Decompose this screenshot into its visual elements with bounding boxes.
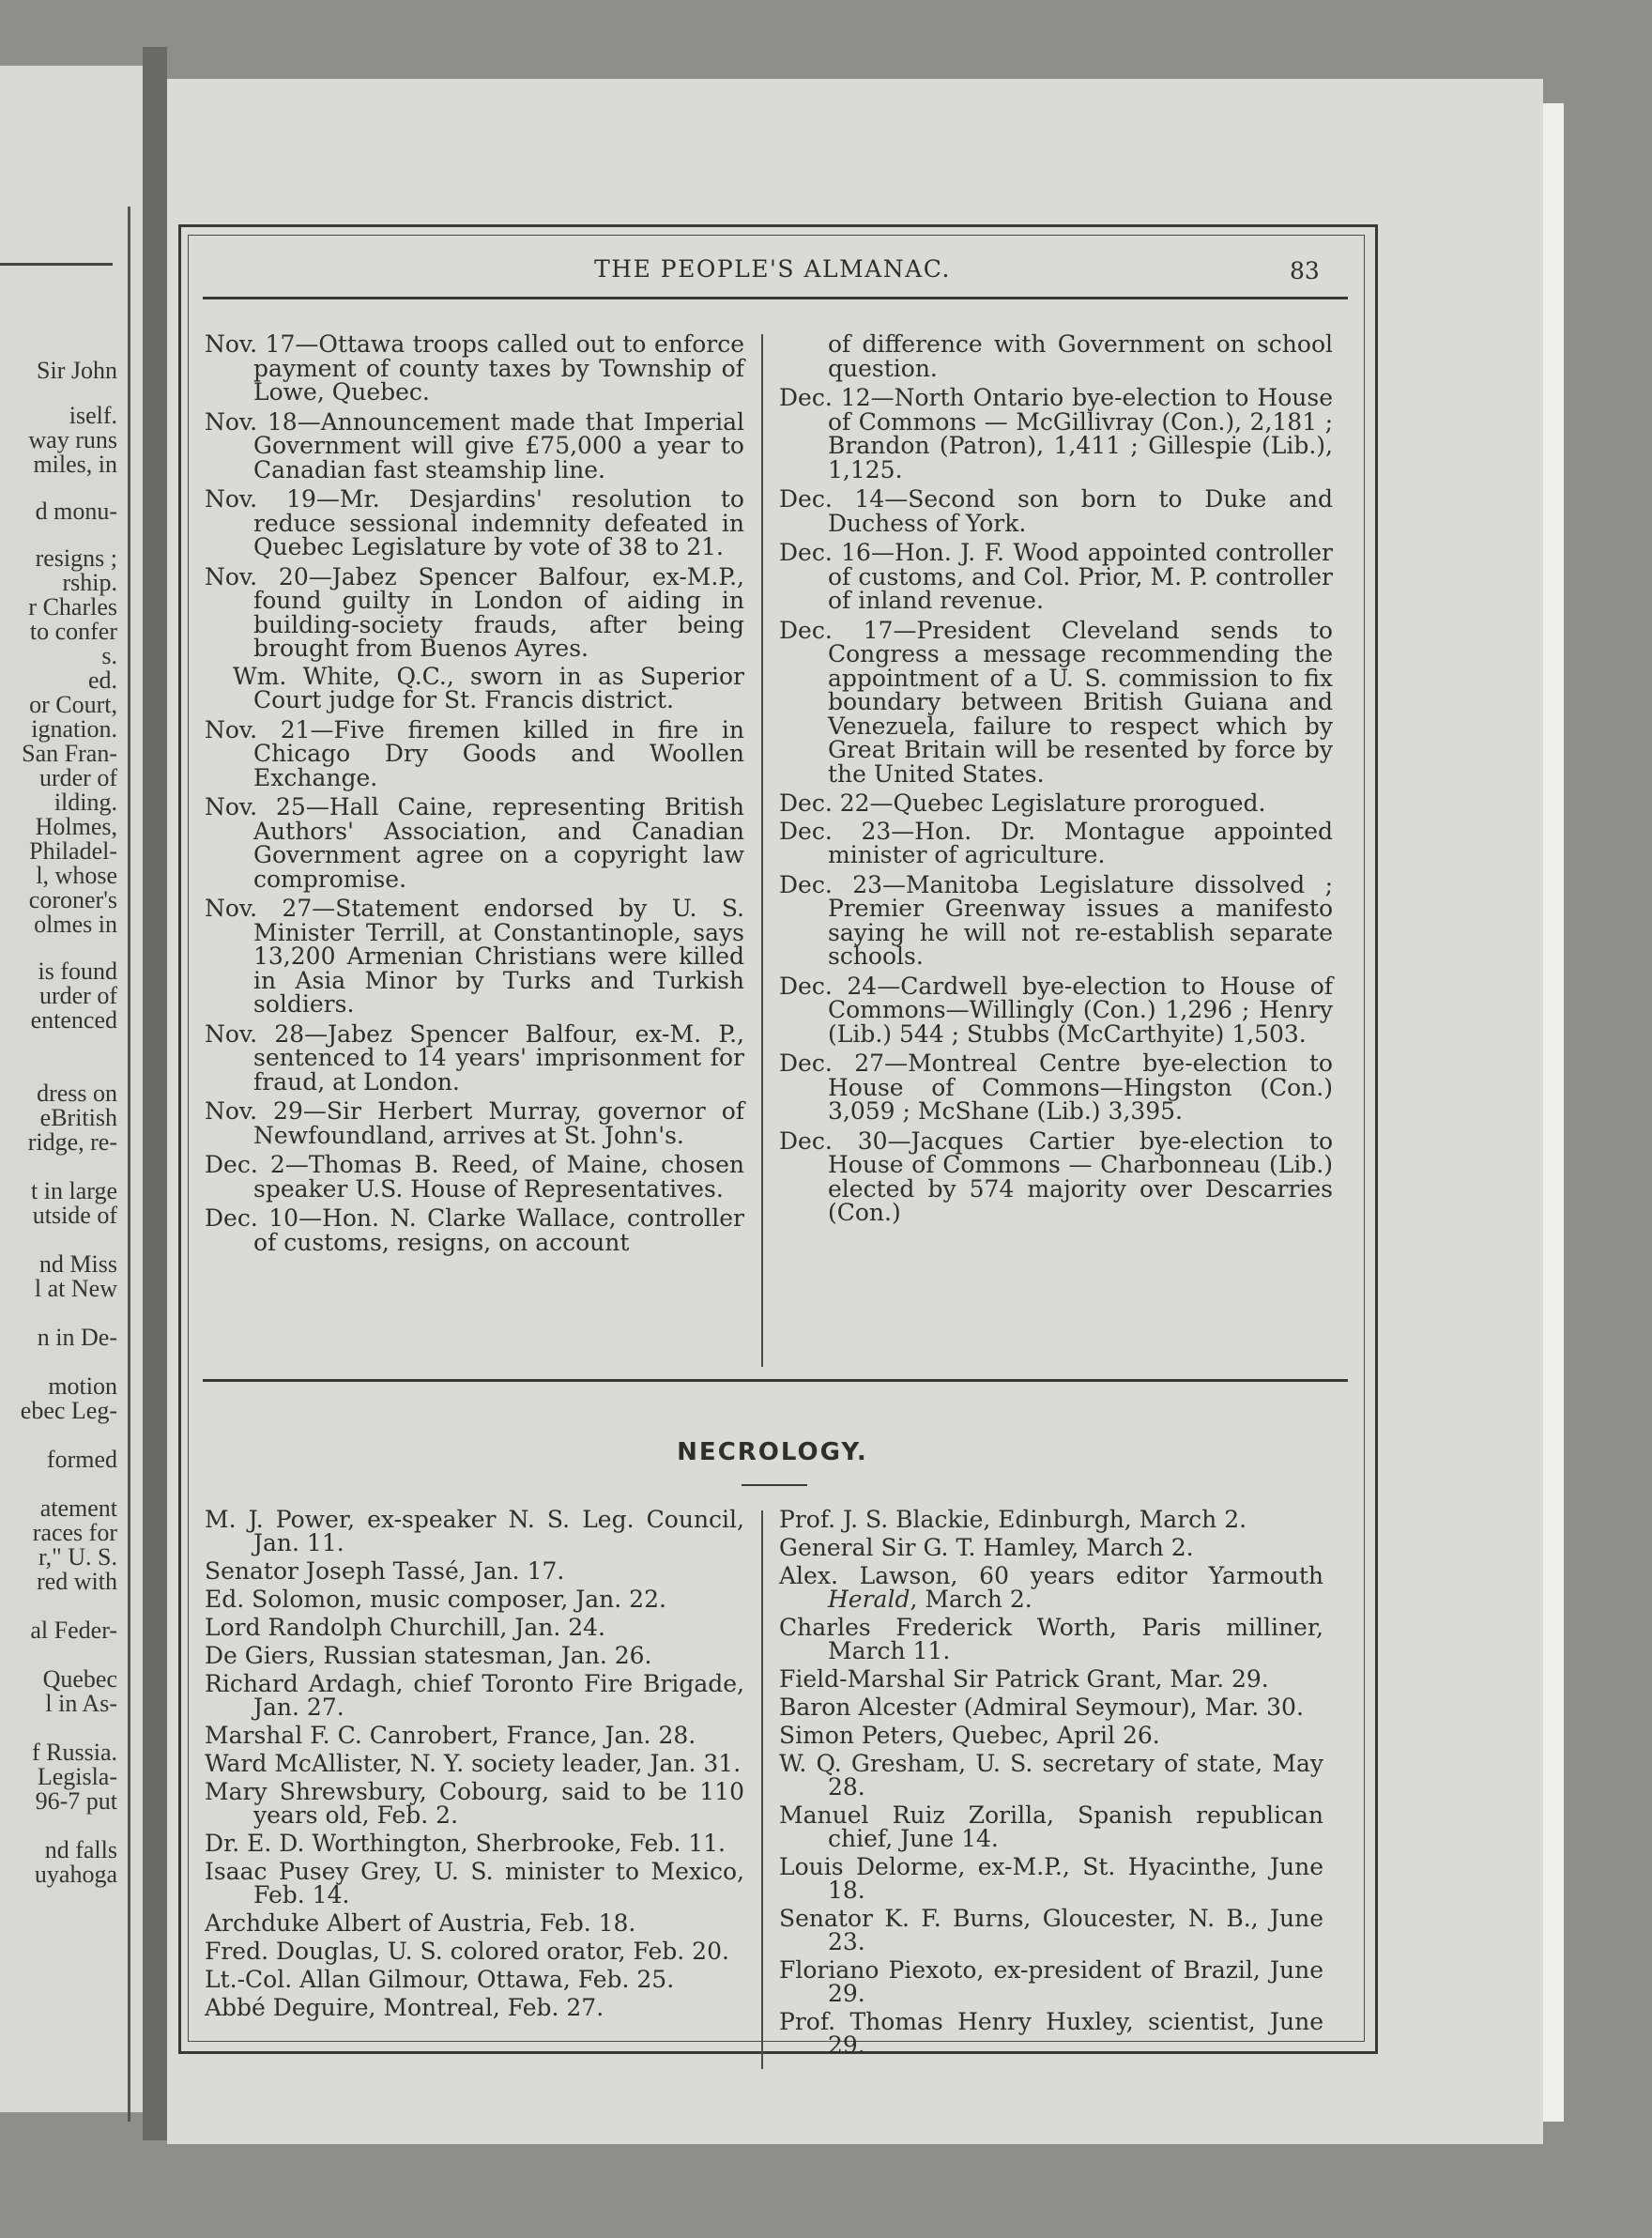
page-edge [1543,103,1564,2122]
fragment-line: l, whose [36,862,117,889]
necrology-entry: Ward McAllister, N. Y. society leader, Jan. 31. [205,1750,742,1777]
event-entry: Dec. 14—Second son born to Duke and Duchess of York. [779,485,1333,537]
event-entry: Dec. 23—Manitoba Legislature dissolved ; Premier Greenway issues a manifesto saying he will not re-establish separate schools. [779,870,1333,970]
fragment-line: ignation. [31,715,117,743]
event-entry: of difference with Government on school question. [828,330,1333,382]
previous-page-border [128,207,130,2122]
necrology-entry: Charles Frederick Worth, Paris milliner, March 11. [779,1614,1323,1664]
necrology-entry: General Sir G. T. Hamley, March 2. [779,1534,1194,1561]
fragment-line: 96-7 put [35,1787,117,1815]
necrology-entry: Manuel Ruiz Zorilla, Spanish republican chief, June 14. [779,1801,1323,1852]
necrology-heading: NECROLOGY. [677,1438,868,1466]
fragment-line: urder of [38,764,117,791]
fragment-line: formed [46,1446,117,1473]
fragment-line: nd falls [44,1836,117,1863]
event-entry: Nov. 17—Ottawa troops called out to enforce payment of county taxes by Township of Lowe, Quebec. [205,330,744,406]
necrology-entry: Prof. J. S. Blackie, Edinburgh, March 2. [779,1506,1247,1533]
fragment-line: f Russia. [32,1739,117,1766]
necrology-entry: De Giers, Russian statesman, Jan. 26. [205,1642,652,1669]
previous-page-rule [0,263,113,266]
event-entry: Wm. White, Q.C., sworn in as Superior Court judge for St. Francis district. [233,662,744,713]
fragment-line: miles, in [33,451,117,478]
fragment-line: nd Miss [38,1250,117,1278]
fragment-line: iself. [69,402,117,429]
necrology-entry: W. Q. Gresham, U. S. secretary of state, May 28. [779,1750,1323,1801]
necrology-entry: Baron Alcester (Admiral Seymour), Mar. 30. [779,1694,1304,1721]
event-entry: Dec. 22—Quebec Legislature prorogued. [779,789,1266,817]
event-entry: Dec. 2—Thomas B. Reed, of Maine, chosen speaker U.S. House of Representatives. [205,1151,744,1203]
heading-underline [742,1484,807,1486]
fragment-line: eBritish [39,1104,117,1131]
fragment-line: or Court, [29,691,117,718]
necrology-text: , March 2. [910,1586,1032,1613]
column-divider [761,334,763,1367]
fragment-line: is found [38,958,117,985]
necrology-column-right [779,1508,1323,2062]
fragment-line: dress on [37,1080,117,1107]
fragment-line: d monu- [35,498,117,525]
fragment-line: entenced [30,1006,117,1034]
page-number: 83 [1290,257,1320,284]
fragment-line: urder of [38,982,117,1009]
fragment-line: Holmes, [35,813,117,840]
fragment-line: uyahoga [34,1861,117,1888]
necrology-entry: M. J. Power, ex-speaker N. S. Leg. Council, Jan. 11. [205,1506,744,1556]
necrology-entry [779,1564,1323,1611]
fragment-line: ridge, re- [27,1128,117,1156]
fragment-line: ebec Leg- [20,1397,117,1424]
fragment-line: r Charles [28,593,117,621]
running-head: THE PEOPLE'S ALMANAC. [594,255,951,283]
section-rule [203,1379,1348,1382]
fragment-line: rship. [62,569,117,596]
event-entry: Nov. 27—Statement endorsed by U. S. Minister Terrill, at Constantinople, says 13,200 Armenian Christians were killed in Asia Minor by Turks and Turkish soldiers. [205,895,744,1018]
necrology-entry: Simon Peters, Quebec, April 26. [779,1722,1160,1749]
event-entry: Dec. 24—Cardwell bye-election to House of Commons—Willingly (Con.) 1,296 ; Henry (Lib.) 544 ; Stubbs (McCarthyite) 1,503. [779,972,1333,1048]
fragment-line: l in As- [45,1690,117,1717]
necrology-entry: Isaac Pusey Grey, U. S. minister to Mexico, Feb. 14. [205,1858,744,1908]
necrology-entry: Ed. Solomon, music composer, Jan. 22. [205,1586,666,1613]
fragment-line: red with [37,1568,117,1595]
event-entry: Dec. 30—Jacques Cartier bye-election to House of Commons — Charbonneau (Lib.) elected by 574 majority over Descarries (Con.) [779,1127,1333,1226]
almanac-page [167,79,1543,2144]
event-entry: Nov. 29—Sir Herbert Murray, governor of Newfoundland, arrives at St. John's. [205,1097,744,1149]
event-entry: Nov. 20—Jabez Spencer Balfour, ex-M.P., found guilty in London of aiding in building-society frauds, after being brought from Buenos Ayres. [205,562,744,662]
necrology-entry: Lt.-Col. Allan Gilmour, Ottawa, Feb. 25. [205,1966,675,1993]
previous-page-fragment [0,66,143,2112]
event-entry: Dec. 10—Hon. N. Clarke Wallace, controller of customs, resigns, on account [205,1204,744,1256]
fragment-line: ed. [87,667,117,694]
fragment-line: resigns ; [35,544,117,572]
event-entry: Dec. 12—North Ontario bye-election to House of Commons — McGillivray (Con.), 2,181 ; Brandon (Patron), 1,411 ; Gillespie (Lib.), 1,125. [779,384,1333,483]
fragment-line: way runs [28,426,117,453]
fragment-line: ilding. [54,789,117,816]
necrology-entry: Dr. E. D. Worthington, Sherbrooke, Feb. 11. [205,1830,726,1857]
fragment-line: r," U. S. [38,1543,117,1571]
fragment-line: utside of [32,1202,117,1229]
fragment-line: Legisla- [37,1763,117,1790]
event-entry: Dec. 17—President Cleveland sends to Congress a message recommending the appointment of a U. S. commission to fix boundary between British Guiana and Venezuela, failure to respect which by Great Britain will be resented by force by the United States. [779,616,1333,788]
event-entry: Dec. 16—Hon. J. F. Wood appointed controller of customs, and Col. Prior, M. P. controller of inland revenue. [779,539,1333,614]
events-column-left [205,332,744,1260]
necrology-entry: Prof. Thomas Henry Huxley, scientist, June 29. [779,2008,1323,2059]
necrology-entry: Louis Delorme, ex-M.P., St. Hyacinthe, June 18. [779,1853,1323,1904]
fragment-line: n in De- [37,1324,117,1351]
necrology-entry: Marshal F. C. Canrobert, France, Jan. 28. [205,1722,696,1749]
column-divider [761,1510,763,2069]
fragment-line: s. [101,642,117,669]
necrology-entry: Lord Randolph Churchill, Jan. 24. [205,1614,606,1641]
necrology-entry: Field-Marshal Sir Patrick Grant, Mar. 29. [779,1665,1269,1693]
necrology-entry: Floriano Piexoto, ex-president of Brazil, June 29. [779,1956,1323,2007]
necrology-column-left [205,1508,744,2024]
fragment-line: to confer [29,618,117,645]
necrology-text: Alex. Lawson, 60 years editor Yarmouth [779,1562,1323,1589]
necrology-entry: Senator K. F. Burns, Gloucester, N. B., June 23. [779,1905,1323,1955]
fragment-line: motion [48,1372,117,1400]
fragment-line: Philadel- [29,837,117,865]
necrology-entry: Richard Ardagh, chief Toronto Fire Brigade, Jan. 27. [205,1670,744,1721]
fragment-line: races for [32,1519,117,1546]
events-column-right [779,332,1333,1231]
fragment-line: al Feder- [30,1617,117,1644]
event-entry: Nov. 28—Jabez Spencer Balfour, ex-M. P., sentenced to 14 years' imprisonment for fraud, at London. [205,1019,744,1096]
header-rule [203,297,1348,299]
fragment-line: olmes in [34,911,117,938]
necrology-entry: Senator Joseph Tassé, Jan. 17. [205,1557,565,1585]
event-entry: Dec. 27—Montreal Centre bye-election to House of Commons—Hingston (Con.) 3,059 ; McShane (Lib.) 3,395. [779,1050,1333,1125]
newspaper-title: Herald [828,1586,910,1613]
fragment-line: Quebec [42,1665,117,1693]
fragment-line: Sir John [37,357,117,384]
necrology-entry: Archduke Albert of Austria, Feb. 18. [205,1909,636,1937]
fragment-line: San Fran- [22,740,117,767]
necrology-entry: Abbé Deguire, Montreal, Feb. 27. [205,1994,604,2021]
event-entry: Nov. 18—Announcement made that Imperial Government will give £75,000 a year to Canadian fast steamship line. [205,407,744,483]
event-entry: Nov. 21—Five firemen killed in fire in Chicago Dry Goods and Woollen Exchange. [205,715,744,791]
fragment-line: t in large [31,1177,117,1204]
event-entry: Dec. 23—Hon. Dr. Montague appointed minister of agriculture. [779,817,1333,868]
fragment-line: l at New [34,1275,117,1302]
necrology-entry: Fred. Douglas, U. S. colored orator, Feb. 20. [205,1938,729,1965]
fragment-line: coroner's [28,886,117,913]
book-spine-shadow [143,47,167,2140]
fragment-line: atement [39,1495,117,1522]
event-entry: Nov. 25—Hall Caine, representing British Authors' Association, and Canadian Government agree on a copyright law compromise. [205,793,744,893]
necrology-entry: Mary Shrewsbury, Cobourg, said to be 110 years old, Feb. 2. [205,1778,744,1829]
event-entry: Nov. 19—Mr. Desjardins' resolution to reduce sessional indemnity defeated in Quebec Legislature by vote of 38 to 21. [205,485,744,560]
